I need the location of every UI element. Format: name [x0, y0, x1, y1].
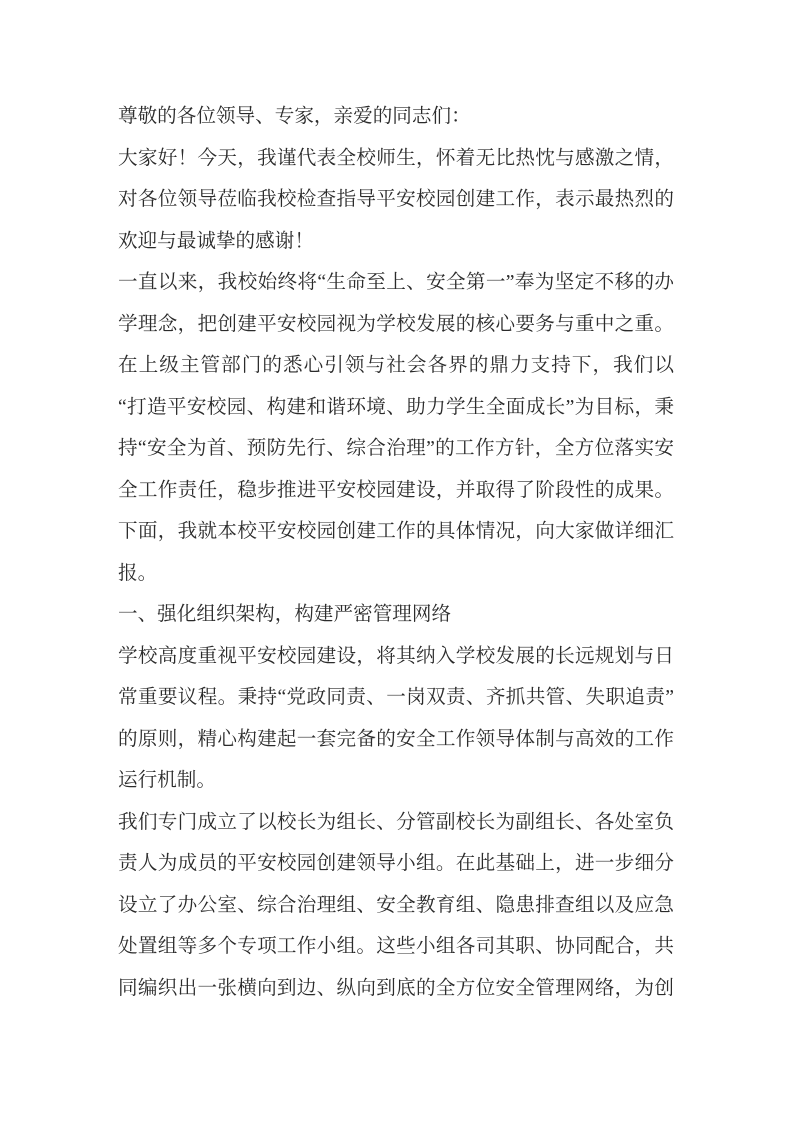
section-heading: 一、强化组织架构，构建严密管理网络: [118, 604, 452, 625]
text-line: 学理念，把创建平安校园视为学校发展的核心要务与重中之重。: [118, 313, 674, 335]
text-line: 持“安全为首、预防先行、综合治理”的工作方针，全方位落实安: [118, 438, 674, 459]
text-line: 全工作责任，稳步推进平安校园建设，并取得了阶段性的成果。: [118, 479, 674, 501]
text-line: 欢迎与最诚挚的感谢！: [118, 230, 314, 252]
text-line: 对各位领导莅临我校检查指导平安校园创建工作，表示最热烈的: [118, 189, 674, 210]
intro-paragraph: [118, 262, 674, 594]
text-line: 设立了办公室、综合治理组、安全教育组、隐患排查组以及应急: [118, 894, 674, 916]
document-body: [118, 96, 674, 1009]
text-line: 大家好！今天，我谨代表全校师生，怀着无比热忱与感激之情，: [118, 147, 674, 169]
section-heading-paragraph: [118, 594, 674, 636]
text-line: 的原则，精心构建起一套完备的安全工作领导体制与高效的工作: [118, 728, 674, 750]
organization-paragraph: [118, 636, 674, 802]
text-line: 我们专门成立了以校长为组长、分管副校长为副组长、各处室负: [118, 811, 674, 833]
leading-group-paragraph: [118, 802, 674, 1010]
salutation-line: 尊敬的各位领导、专家，亲爱的同志们：: [118, 106, 471, 127]
text-line: 下面，我就本校平安校园创建工作的具体情况，向大家做详细汇: [118, 521, 674, 542]
text-line: 在上级主管部门的悉心引领与社会各界的鼎力支持下，我们以: [118, 355, 674, 376]
text-line: 处置组等多个专项工作小组。这些小组各司其职、协同配合，共: [118, 936, 674, 957]
text-line: 常重要议程。秉持“党政同责、一岗双责、齐抓共管、失职追责”: [118, 687, 674, 708]
text-line: 运行机制。: [118, 770, 216, 791]
greeting-paragraph: [118, 138, 674, 263]
text-line: 责人为成员的平安校园创建领导小组。在此基础上，进一步细分: [118, 853, 674, 874]
text-line: 报。: [118, 562, 158, 584]
text-line: 一直以来，我校始终将“生命至上、安全第一”奉为坚定不移的办: [118, 272, 674, 293]
text-line: 学校高度重视平安校园建设，将其纳入学校发展的长远规划与日: [118, 645, 674, 667]
text-line: 同编织出一张横向到边、纵向到底的全方位安全管理网络，为创: [118, 977, 674, 999]
salutation-paragraph: [118, 96, 674, 138]
text-line: “打造平安校园、构建和谐环境、助力学生全面成长”为目标，秉: [118, 396, 674, 418]
